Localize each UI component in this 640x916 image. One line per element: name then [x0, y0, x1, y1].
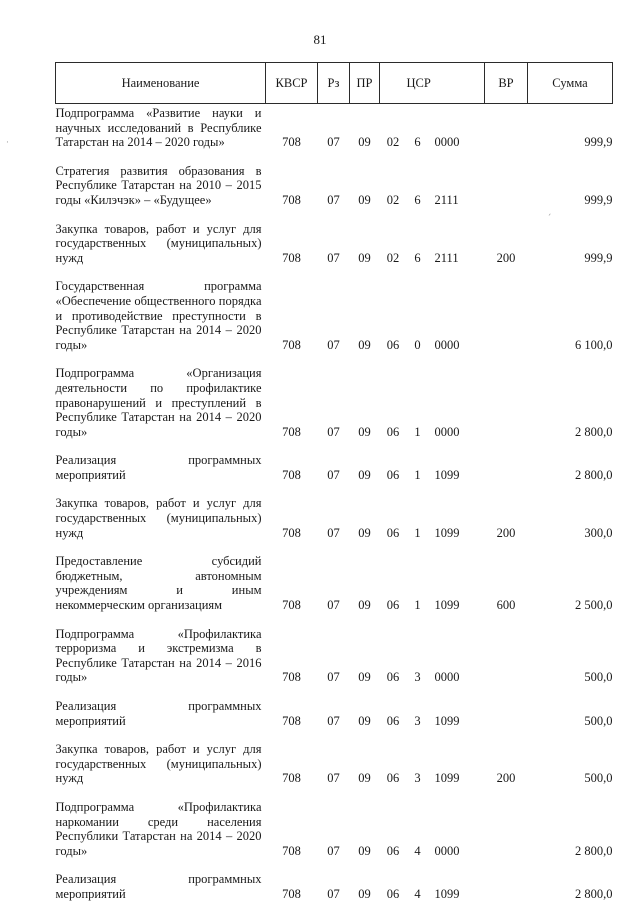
- table-header: [56, 63, 613, 104]
- table-row: [56, 453, 613, 496]
- row-pr: 09: [358, 424, 371, 439]
- row-pr: 09: [358, 598, 371, 613]
- row-vr: 200: [496, 250, 516, 265]
- header-kvsr: КВСР: [266, 63, 318, 104]
- row-csr-program: 02: [386, 192, 400, 207]
- row-csr-subprogram: 3: [414, 670, 421, 685]
- row-csr-program: 06: [386, 467, 400, 482]
- row-name: Закупка товаров, работ и услуг для государственных (муниципальных) нужд: [55, 496, 262, 540]
- row-csr-program: 02: [386, 250, 400, 265]
- row-sum: 6 100,0: [575, 337, 613, 352]
- row-vr: 200: [496, 771, 516, 786]
- row-csr-subprogram: 4: [414, 886, 421, 901]
- row-kvsr: 708: [282, 424, 301, 439]
- header-sum: Сумма: [528, 63, 613, 104]
- row-kvsr: 708: [282, 337, 301, 352]
- row-rz: 07: [327, 467, 340, 482]
- row-csr-direction: 1099: [434, 467, 460, 482]
- row-sum: 500,0: [584, 713, 613, 728]
- row-pr: 09: [358, 771, 371, 786]
- row-rz: 07: [327, 250, 340, 265]
- row-csr-direction: 2111: [434, 250, 459, 265]
- table-row: [56, 627, 613, 699]
- table-row: [56, 164, 613, 222]
- row-csr-direction: 0000: [434, 670, 460, 685]
- row-kvsr: 708: [282, 525, 301, 540]
- row-csr-program: 06: [386, 670, 400, 685]
- header-rz: Рз: [318, 63, 350, 104]
- row-kvsr: 708: [282, 250, 301, 265]
- row-vr: [485, 104, 528, 164]
- row-csr-program: 06: [386, 771, 400, 786]
- row-csr-program: 06: [386, 886, 400, 901]
- row-kvsr: 708: [282, 886, 301, 901]
- header-csr-right: [429, 63, 485, 104]
- row-csr-subprogram: 1: [414, 467, 421, 482]
- row-name: Предоставление субсидий бюджетным, автономным учреждениям и иным некоммерческим организациям: [55, 554, 262, 613]
- row-name: Подпрограмма «Профилактика терроризма и экстремизма в Республике Татарстан на 2014 – 2016 годы»: [55, 626, 262, 685]
- row-kvsr: 708: [282, 135, 301, 150]
- row-pr: 09: [358, 467, 371, 482]
- page-number: 81: [313, 32, 327, 47]
- header-vr: ВР: [485, 63, 528, 104]
- row-name: Реализация программных мероприятий: [55, 872, 262, 901]
- row-csr-direction: 0000: [434, 843, 460, 858]
- row-pr: 09: [358, 250, 371, 265]
- row-vr: [485, 800, 528, 872]
- row-csr-subprogram: 3: [414, 713, 421, 728]
- row-name: Подпрограмма «Организация деятельности по профилактике правонарушений и преступлений в Республике Татарстан на 2014 – 2020 годы»: [55, 366, 262, 439]
- row-csr-subprogram: 0: [414, 337, 421, 352]
- row-kvsr: 708: [282, 467, 301, 482]
- row-kvsr: 708: [282, 670, 301, 685]
- row-vr: [485, 366, 528, 453]
- row-csr-subprogram: 1: [414, 598, 421, 613]
- table-row: [56, 800, 613, 872]
- row-vr: [485, 699, 528, 742]
- row-kvsr: 708: [282, 843, 301, 858]
- row-sum: 2 500,0: [575, 598, 613, 613]
- table-row: [56, 104, 613, 164]
- row-name: Реализация программных мероприятий: [55, 453, 262, 482]
- row-csr-program: 06: [386, 337, 400, 352]
- row-sum: 999,9: [584, 135, 613, 150]
- row-csr-direction: 1099: [434, 598, 460, 613]
- row-rz: 07: [327, 337, 340, 352]
- row-rz: 07: [327, 713, 340, 728]
- header-csr-left: [380, 63, 407, 104]
- row-sum: 500,0: [584, 670, 613, 685]
- row-rz: 07: [327, 771, 340, 786]
- row-rz: 07: [327, 843, 340, 858]
- row-pr: 09: [358, 192, 371, 207]
- row-vr: [485, 453, 528, 496]
- row-kvsr: 708: [282, 192, 301, 207]
- row-pr: 09: [358, 670, 371, 685]
- row-csr-program: 02: [386, 135, 400, 150]
- row-sum: 2 800,0: [575, 424, 613, 439]
- row-csr-direction: 1099: [434, 771, 460, 786]
- row-csr-direction: 1099: [434, 525, 460, 540]
- row-vr: [485, 627, 528, 699]
- row-pr: 09: [358, 337, 371, 352]
- row-kvsr: 708: [282, 713, 301, 728]
- table-row: [56, 222, 613, 280]
- row-name: Стратегия развития образования в Республике Татарстан на 2010 – 2015 годы «Килэчэк» – «Будущее»: [55, 163, 262, 207]
- row-pr: 09: [358, 713, 371, 728]
- row-csr-direction: 0000: [434, 424, 460, 439]
- row-name: Реализация программных мероприятий: [55, 699, 262, 728]
- row-sum: 2 800,0: [575, 843, 613, 858]
- row-rz: 07: [327, 525, 340, 540]
- row-pr: 09: [358, 525, 371, 540]
- row-csr-subprogram: 6: [414, 135, 421, 150]
- row-vr: [485, 164, 528, 222]
- table-row: [56, 279, 613, 366]
- header-name: Наименование: [56, 63, 266, 104]
- row-kvsr: 708: [282, 598, 301, 613]
- row-csr-subprogram: 1: [414, 424, 421, 439]
- row-kvsr: 708: [282, 771, 301, 786]
- row-sum: 999,9: [584, 250, 613, 265]
- table-row: [56, 554, 613, 626]
- row-rz: 07: [327, 886, 340, 901]
- budget-table: [55, 62, 613, 916]
- table-row: [56, 872, 613, 915]
- row-rz: 07: [327, 424, 340, 439]
- row-csr-direction: 0000: [434, 135, 460, 150]
- row-sum: 2 800,0: [575, 886, 613, 901]
- row-name: Закупка товаров, работ и услуг для государственных (муниципальных) нужд: [55, 221, 262, 265]
- row-csr-subprogram: 6: [414, 250, 421, 265]
- row-name: Государственная программа «Обеспечение общественного порядка и противодействие преступности в Республике Татарстан на 2014 – 2020 годы»: [55, 279, 262, 352]
- row-csr-direction: 2111: [434, 192, 459, 207]
- table-body: [56, 104, 613, 916]
- row-name: Закупка товаров, работ и услуг для государственных (муниципальных) нужд: [55, 742, 262, 786]
- row-vr: 600: [496, 598, 516, 613]
- row-csr-program: 06: [386, 843, 400, 858]
- row-csr-direction: 1099: [434, 886, 460, 901]
- table-row: [56, 742, 613, 800]
- row-sum: 2 800,0: [575, 467, 613, 482]
- row-rz: 07: [327, 135, 340, 150]
- row-pr: 09: [358, 843, 371, 858]
- row-rz: 07: [327, 670, 340, 685]
- row-csr-subprogram: 3: [414, 771, 421, 786]
- row-csr-direction: 1099: [434, 713, 460, 728]
- row-csr-program: 06: [386, 598, 400, 613]
- row-sum: 300,0: [584, 525, 613, 540]
- row-csr-program: 06: [386, 424, 400, 439]
- row-name: Подпрограмма «Развитие науки и научных исследований в Республике Татарстан на 2014 – 2020 годы»: [55, 106, 262, 150]
- row-vr: [485, 279, 528, 366]
- row-csr-subprogram: 4: [414, 843, 421, 858]
- row-sum: 500,0: [584, 771, 613, 786]
- row-csr-program: 06: [386, 713, 400, 728]
- row-pr: 09: [358, 135, 371, 150]
- row-vr: 200: [496, 525, 516, 540]
- header-pr: ПР: [350, 63, 380, 104]
- row-name: Подпрограмма «Профилактика наркомании среди населения Республики Татарстан на 2014 – 2020 годы»: [55, 799, 262, 858]
- row-csr-direction: 0000: [434, 337, 460, 352]
- row-sum: 999,9: [584, 192, 613, 207]
- row-csr-subprogram: 6: [414, 192, 421, 207]
- table-row: [56, 366, 613, 453]
- scan-speck: ·: [6, 138, 9, 148]
- row-csr-subprogram: 1: [414, 525, 421, 540]
- table-row: [56, 496, 613, 554]
- scan-speck: ˊ: [547, 214, 552, 224]
- row-rz: 07: [327, 598, 340, 613]
- row-rz: 07: [327, 192, 340, 207]
- row-vr: [485, 872, 528, 915]
- row-pr: 09: [358, 886, 371, 901]
- budget-table-container: [55, 62, 612, 916]
- header-csr: ЦСР: [407, 63, 429, 104]
- row-csr-program: 06: [386, 525, 400, 540]
- table-row: [56, 699, 613, 742]
